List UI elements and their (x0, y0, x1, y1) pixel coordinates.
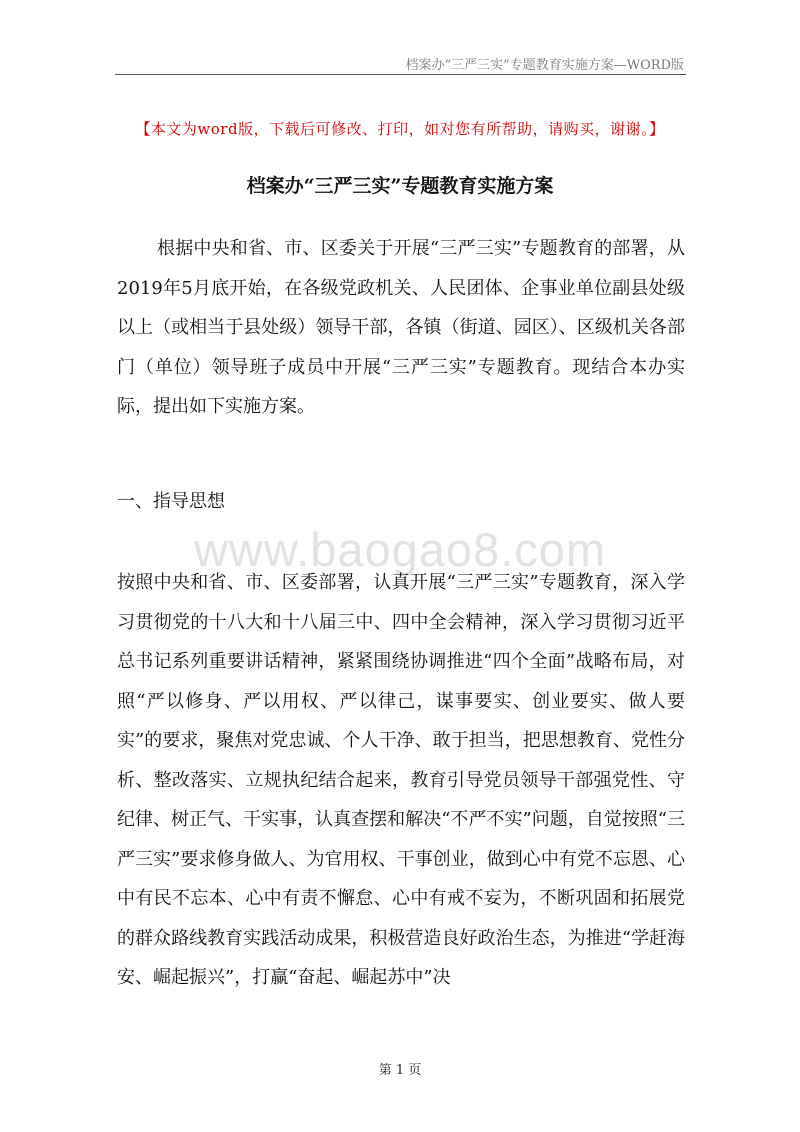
running-header: 档案办“三严三实”专题教育实施方案—WORD版 (405, 58, 684, 73)
guiding-thought-paragraph: 按照中央和省、市、区委部署，认真开展“三严三实”专题教育，深入学习贯彻党的十八大和十八届三中、四中全会精神，深入学习贯彻习近平总书记系列重要讲话精神，紧紧围绕协调推进“四个全面”战略布局，对照“严以修身、严以用权、严以律己，谋事要实、创业要实、做人要实”的要求，聚焦对党忠诚、个人干净、敢于担当，把思想教育、党性分析、整改落实、立规执纪结合起来，教育引导党员领导干部强党性、守纪律、树正气、干实事，认真查摆和解决“不严不实”问题，自觉按照“三严三实”要求修身做人、为官用权、干事创业，做到心中有党不忘恩、心中有民不忘本、心中有责不懈怠、心中有戒不妄为，不断巩固和拓展党的群众路线教育实践活动成果，积极营造良好政治生态，为推进“学赶海安、崛起振兴”，打赢“奋起、崛起苏中”决 (117, 572, 685, 988)
section-heading-guiding-thought: 一、指导思想 (117, 491, 225, 512)
page-number: 第 1 页 (378, 1063, 422, 1078)
document-title: 档案办“三严三实”专题教育实施方案 (246, 175, 554, 197)
download-notice: 【本文为word版，下载后可修改、打印，如对您有所帮助，请购买，谢谢。】 (135, 120, 665, 138)
watermark: www.baogao8.com (193, 523, 607, 576)
intro-paragraph: 根据中央和省、市、区委关于开展“三严三实”专题教育的部署，从2019年5月底开始，在各级党政机关、人民团体、企事业单位副县处级以上（或相当于县处级）领导干部，各镇（街道、园区）、区级机关各部门（单位）领导班子成员中开展“三严三实”专题教育。现结合本办实际，提出如下实施方案。 (117, 238, 685, 417)
header-divider (115, 74, 686, 75)
